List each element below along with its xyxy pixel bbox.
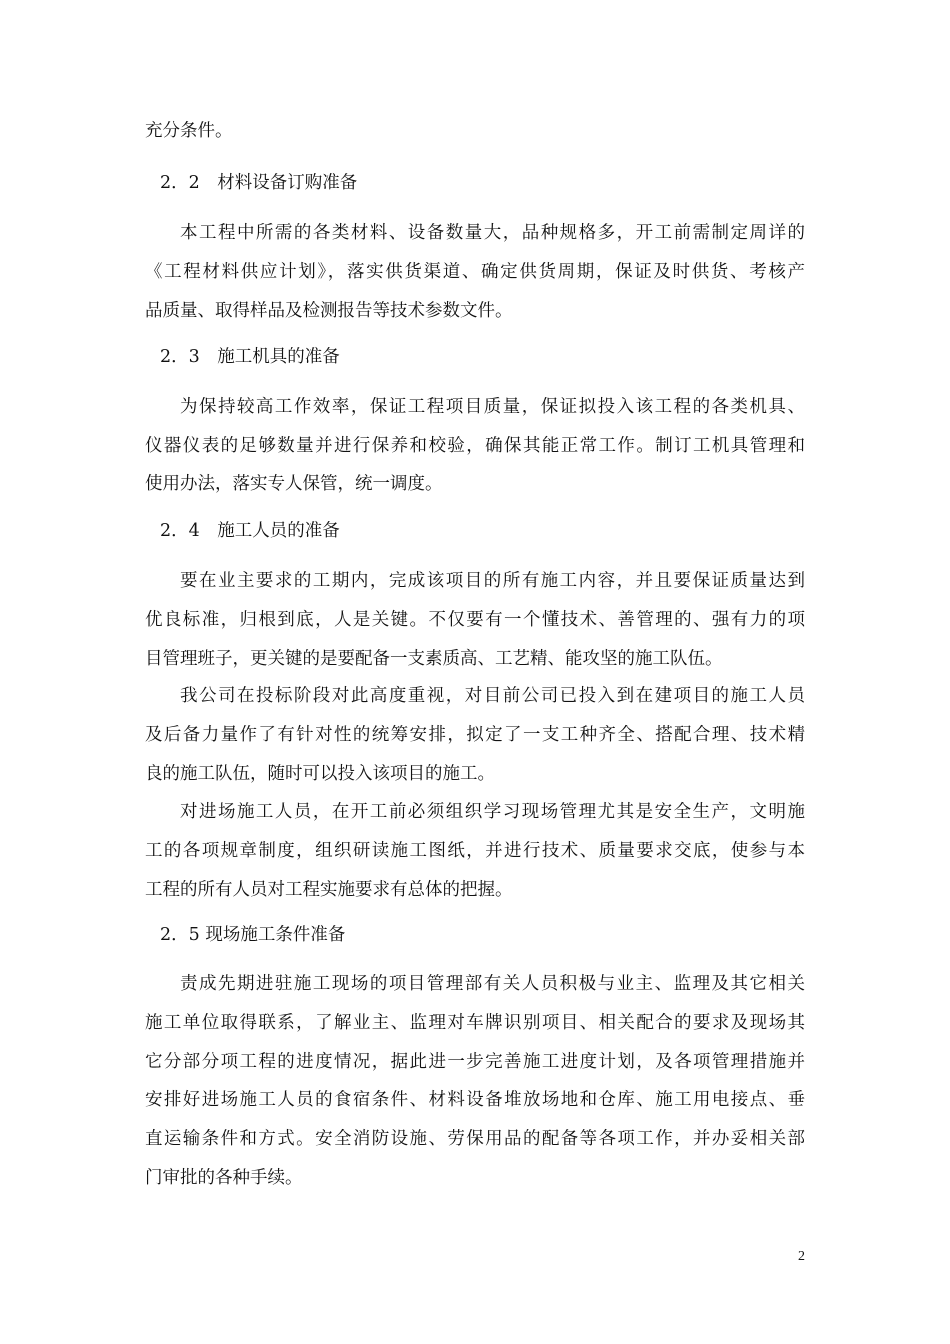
text-line: 责成先期进驻施工现场的项目管理部有关人员积极与业主、监理及其它相关 bbox=[180, 974, 807, 994]
text-line: 良的施工队伍，随时可以投入该项目的施工。 bbox=[145, 764, 495, 784]
text-line: 安排好进场施工人员的食宿条件、材料设备堆放场地和仓库、施工用电接点、垂 bbox=[145, 1090, 807, 1110]
section-heading: 2．5 现场施工条件准备 bbox=[160, 925, 346, 945]
text-line: 施工单位取得联系，了解业主、监理对车牌识别项目、相关配合的要求及现场其 bbox=[145, 1013, 807, 1033]
text-line: 《工程材料供应计划》，落实供货渠道、确定供货周期，保证及时供货、考核产 bbox=[145, 262, 807, 282]
section-heading: 2．4 施工人员的准备 bbox=[160, 521, 340, 541]
text-line: 本工程中所需的各类材料、设备数量大，品种规格多，开工前需制定周详的 bbox=[180, 223, 807, 243]
text-line: 为保持较高工作效率，保证工程项目质量，保证拟投入该工程的各类机具、 bbox=[180, 397, 807, 417]
text-line: 工程的所有人员对工程实施要求有总体的把握。 bbox=[145, 880, 513, 900]
text-line: 门审批的各种手续。 bbox=[145, 1168, 303, 1188]
section-heading: 2．2 材料设备订购准备 bbox=[160, 173, 358, 193]
page-number: 2 bbox=[798, 1249, 805, 1264]
text-line: 充分条件。 bbox=[145, 121, 233, 141]
text-line: 品质量、取得样品及检测报告等技术参数文件。 bbox=[145, 301, 513, 321]
text-line: 优良标准，归根到底，人是关键。不仅要有一个懂技术、善管理的、强有力的项 bbox=[145, 610, 807, 630]
text-line: 直运输条件和方式。安全消防设施、劳保用品的配备等各项工作，并办妥相关部 bbox=[145, 1129, 807, 1149]
text-line: 对进场施工人员，在开工前必须组织学习现场管理尤其是安全生产，文明施 bbox=[180, 802, 807, 822]
text-line: 我公司在投标阶段对此高度重视，对目前公司已投入到在建项目的施工人员 bbox=[180, 686, 807, 706]
text-line: 工的各项规章制度，组织研读施工图纸，并进行技术、质量要求交底，使参与本 bbox=[145, 841, 807, 861]
text-line: 要在业主要求的工期内，完成该项目的所有施工内容，并且要保证质量达到 bbox=[180, 571, 807, 591]
text-line: 仪器仪表的足够数量并进行保养和校验，确保其能正常工作。制订工机具管理和 bbox=[145, 436, 807, 456]
text-line: 及后备力量作了有针对性的统筹安排，拟定了一支工种齐全、搭配合理、技术精 bbox=[145, 725, 807, 745]
section-heading: 2．3 施工机具的准备 bbox=[160, 347, 340, 367]
text-line: 使用办法，落实专人保管，统一调度。 bbox=[145, 474, 443, 494]
text-line: 目管理班子，更关键的是要配备一支素质高、工艺精、能攻坚的施工队伍。 bbox=[145, 649, 723, 669]
text-line: 它分部分项工程的进度情况，据此进一步完善施工进度计划，及各项管理措施并 bbox=[145, 1052, 807, 1072]
